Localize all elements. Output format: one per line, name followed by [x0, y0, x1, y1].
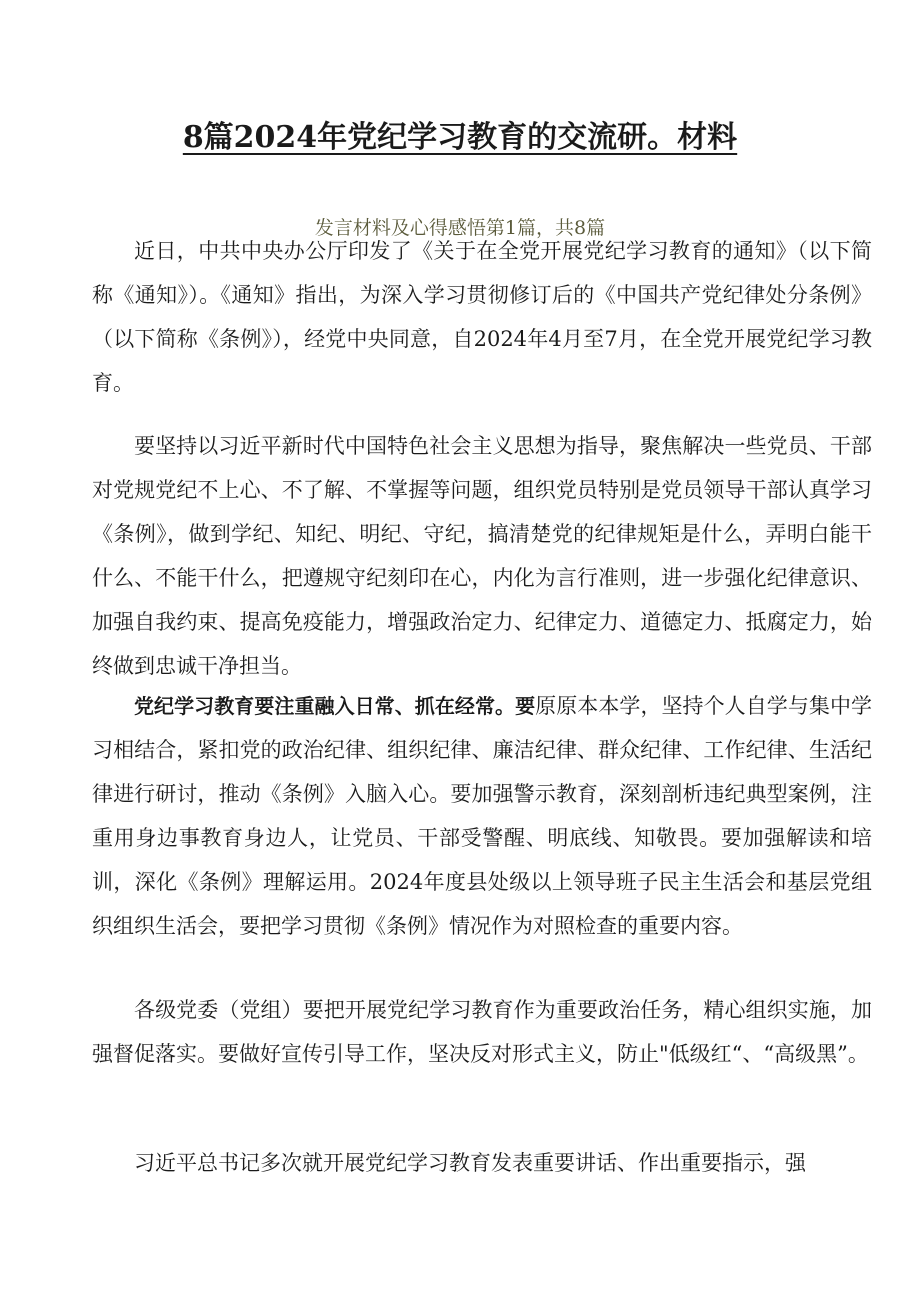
paragraph-4-text: 各级党委（党组）要把开展党纪学习教育作为重要政治任务，精心组织实施，加强督促落实。要做好宣传引导工作，坚决反对形式主义，防止"低级红“、“高级黑”。	[92, 998, 872, 1066]
document-title: 8篇2024年党纪学习教育的交流研。材料	[182, 120, 738, 155]
paragraph-5-text: 习近平总书记多次就开展党纪学习教育发表重要讲话、作出重要指示，强	[134, 1151, 806, 1175]
paragraph-2-text: 要坚持以习近平新时代中国特色社会主义思想为指导，聚焦解决一些党员、干部对党规党纪不上心、不了解、不掌握等问题，组织党员特别是党员领导干部认真学习《条例》，做到学纪、知纪、明纪、守纪，搞清楚党的纪律规矩是什么，弄明白能干什么、不能干什么，把遵规守纪刻印在心，内化为言行准则，进一步强化纪律意识、加强自我约束、提高免疫能力，增强政治定力、纪律定力、道德定力、抵腐定力，始终做到忠诚干净担当。	[92, 434, 872, 678]
paragraph-1	[92, 229, 872, 405]
document-subtitle: 发言材料及心得感悟第1篇，共8篇	[314, 217, 606, 239]
paragraph-5	[92, 1141, 872, 1185]
paragraph-3-lead: 党纪学习教育要注重融入日常、抓在经常。要	[134, 694, 536, 718]
paragraph-4	[92, 988, 872, 1076]
paragraph-3-text: 原原本本学，坚持个人自学与集中学习相结合，紧扣党的政治纪律、组织纪律、廉洁纪律、群众纪律、工作纪律、生活纪律进行研讨，推动《条例》入脑入心。要加强警示教育，深刻剖析违纪典型案例，注重用身边事教育身边人，让党员、干部受警醒、明底线、知敬畏。要加强解读和培训，深化《条例》理解运用。2024年度县处级以上领导班子民主生活会和基层党组织组织生活会，要把学习贯彻《条例》情况作为对照检查的重要内容。	[92, 694, 873, 938]
paragraph-3	[92, 684, 872, 948]
paragraph-1-text: 近日，中共中央办公厅印发了《关于在全党开展党纪学习教育的通知》（以下简称《通知》）。《通知》指出，为深入学习贯彻修订后的《中国共产党纪律处分条例》（以下简称《条例》），经党中央同意，自2024年4月至7月，在全党开展党纪学习教育。	[92, 239, 872, 395]
paragraph-2	[92, 424, 872, 688]
